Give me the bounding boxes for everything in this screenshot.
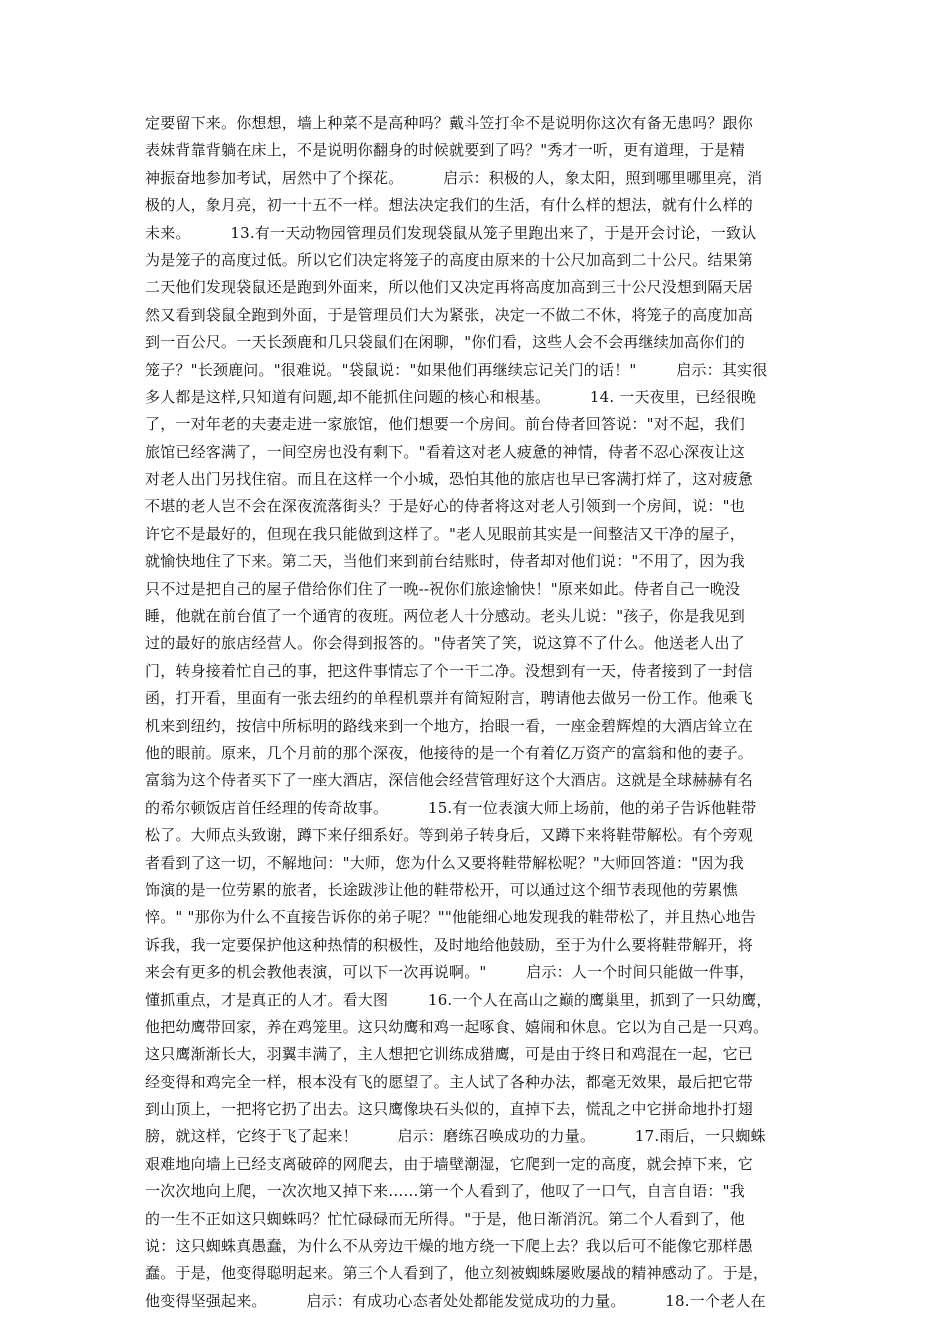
text-line: 他把幼鹰带回家，养在鸡笼里。这只幼鹰和鸡一起啄食、嬉闹和休息。它以为自己是一只鸡。 xyxy=(145,1017,769,1036)
text-line: 笼子？"长颈鹿问。"很难说。"袋鼠说："如果他们再继续忘记关门的话！" 启示：其实很 xyxy=(145,360,768,379)
text-line: 了，一对年老的夫妻走进一家旅馆，他们想要一个房间。前台侍者回答说："对不起，我们 xyxy=(145,415,745,434)
text-line: 到一百公尺。一天长颈鹿和几只袋鼠们在闲聊，"你们看，这些人会不会再继续加高你们的 xyxy=(145,333,745,352)
text-line: 悴。" "那你为什么不直接告诉你的弟子呢？""他能细心地发现我的鞋带松了，并且热心地告 xyxy=(145,908,756,927)
text-line: 饰演的是一位劳累的旅者，长途跋涉让他的鞋带松开，可以通过这个细节表现他的劳累憔 xyxy=(145,880,738,899)
text-line: 机来到纽约，按信中所标明的路线来到一个地方，抬眼一看，一座金碧辉煌的大酒店耸立在 xyxy=(145,716,754,735)
text-line: 对老人出门另找住宿。而且在这样一个小城，恐怕其他的旅店也早已客满打烊了，这对疲惫 xyxy=(145,470,754,489)
text-line: 诉我，我一定要保护他这种热情的积极性，及时地给他鼓励，至于为什么要将鞋带解开，将 xyxy=(145,935,754,954)
text-line: 睡，他就在前台值了一个通宵的夜班。两位老人十分感动。老头儿说："孩子，你是我见到 xyxy=(145,607,745,626)
text-line: 为是笼子的高度过低。所以它们决定将笼子的高度由原来的十公尺加高到二十公尺。结果第 xyxy=(145,250,754,269)
text-line: 蠢。于是，他变得聪明起来。第三个人看到了，他立刻被蜘蛛屡败屡战的精神感动了。于是， xyxy=(145,1264,769,1283)
text-line: 来会有更多的机会教他表演，可以下一次再说啊。" 启示：人一个时间只能做一件事， xyxy=(145,963,755,982)
text-line: 未来。 13.有一天动物园管理员们发现袋鼠从笼子里跑出来了，于是开会讨论，一致认 xyxy=(145,223,757,242)
text-line: 函，打开看，里面有一张去纽约的单程机票并有简短附言，聘请他去做另一份工作。他乘飞 xyxy=(145,689,754,708)
text-line: 这只鹰渐渐长大，羽翼丰满了，主人想把它训练成猎鹰，可是由于终日和鸡混在一起，它已 xyxy=(145,1045,754,1064)
text-line: 他的眼前。原来，几个月前的那个深夜，他接待的是一个有着亿万资产的富翁和他的妻子。 xyxy=(145,743,754,762)
text-line: 许它不是最好的，但现在我只能做到这样了。"老人见眼前其实是一间整洁又干净的屋子， xyxy=(145,524,745,543)
text-line: 表妹背靠背躺在床上，不是说明你翻身的时候就要到了吗？"秀才一听，更有道理，于是精 xyxy=(145,141,745,160)
text-line: 松了。大师点头致谢，蹲下来仔细系好。等到弟子转身后，又蹲下来将鞋带解松。有个旁观 xyxy=(145,826,754,845)
text-line: 说：这只蜘蛛真愚蠢，为什么不从旁边干燥的地方绕一下爬上去？我以后可不能像它那样愚 xyxy=(145,1237,754,1256)
text-line: 的一生不正如这只蜘蛛吗？忙忙碌碌而无所得。"于是，他日渐消沉。第二个人看到了，他 xyxy=(145,1209,745,1228)
text-line: 神振奋地参加考试，居然中了个探花。 启示：积极的人，象太阳，照到哪里哪里亮，消 xyxy=(145,168,763,187)
text-line: 定要留下来。你想想，墙上种菜不是高种吗？戴斗笠打伞不是说明你这次有备无患吗？跟你 xyxy=(145,114,754,132)
text-line: 然又看到袋鼠全跑到外面，于是管理员们大为紧张，决定一不做二不休，将笼子的高度加高 xyxy=(145,305,754,324)
text-line: 极的人，象月亮，初一十五不一样。想法决定我们的生活，有什么样的想法，就有什么样的 xyxy=(145,196,754,215)
text-line: 就愉快地住了下来。第二天，当他们来到前台结账时，侍者却对他们说："不用了，因为我 xyxy=(145,552,745,571)
text-line: 门，转身接着忙自己的事，把这件事情忘了个一干二净。没想到有一天，侍者接到了一封信 xyxy=(145,661,754,680)
text-line: 到山顶上，一把将它扔了出去。这只鹰像块石头似的，直掉下去，慌乱之中它拼命地扑打翅 xyxy=(145,1100,754,1119)
text-line: 多人都是这样,只知道有问题,却不能抓住问题的核心和根基。 14. 一天夜里，已经很晚 xyxy=(145,387,757,406)
text-line: 不堪的老人岂不会在深夜流落街头？于是好心的侍者将这对老人引领到一个房间，说："也 xyxy=(145,497,745,516)
text-line: 的希尔顿饭店首任经理的传奇故事。 15.有一位表演大师上场前，他的弟子告诉他鞋带 xyxy=(145,798,757,817)
text-line: 膀，就这样，它终于飞了起来！ 启示：磨练召唤成功的力量。 17.雨后，一只蜘蛛 xyxy=(145,1127,766,1146)
text-line: 者看到了这一切，不解地问："大师，您为什么又要将鞋带解松呢？"大师回答道："因为我 xyxy=(145,853,744,872)
document-page xyxy=(145,110,810,1315)
text-line: 一次次地向上爬，一次次地又掉下来……第一个人看到了，他叹了一口气，自言自语："我 xyxy=(145,1182,745,1201)
text-line: 二天他们发现袋鼠还是跑到外面来，所以他们又决定再将高度加高到三十公尺没想到隔天居 xyxy=(145,278,754,297)
text-line: 富翁为这个侍者买下了一座大酒店，深信他会经营管理好这个大酒店。这就是全球赫赫有名 xyxy=(145,771,754,790)
text-line: 只不过是把自己的屋子借给你们住了一晚--祝你们旅途愉快！"原来如此。侍者自己一晚没 xyxy=(145,579,741,598)
text-line: 经变得和鸡完全一样，根本没有飞的愿望了。主人试了各种办法，都毫无效果，最后把它带 xyxy=(145,1072,754,1091)
text-line: 他变得坚强起来。 启示：有成功心态者处处都能发觉成功的力量。 18.一个老人在 xyxy=(145,1291,766,1310)
text-line: 懂抓重点，才是真正的人才。看大图 16.一个人在高山之巅的鹰巢里，抓到了一只幼鹰， xyxy=(145,990,772,1009)
text-line: 艰难地向墙上已经支离破碎的网爬去，由于墙壁潮湿，它爬到一定的高度，就会掉下来，它 xyxy=(145,1154,754,1173)
text-line: 旅馆已经客满了，一间空房也没有剩下。"看着这对老人疲惫的神情，侍者不忍心深夜让这 xyxy=(145,442,745,461)
text-line: 过的最好的旅店经营人。你会得到报答的。"侍者笑了笑，说这算不了什么。他送老人出了 xyxy=(145,634,745,653)
